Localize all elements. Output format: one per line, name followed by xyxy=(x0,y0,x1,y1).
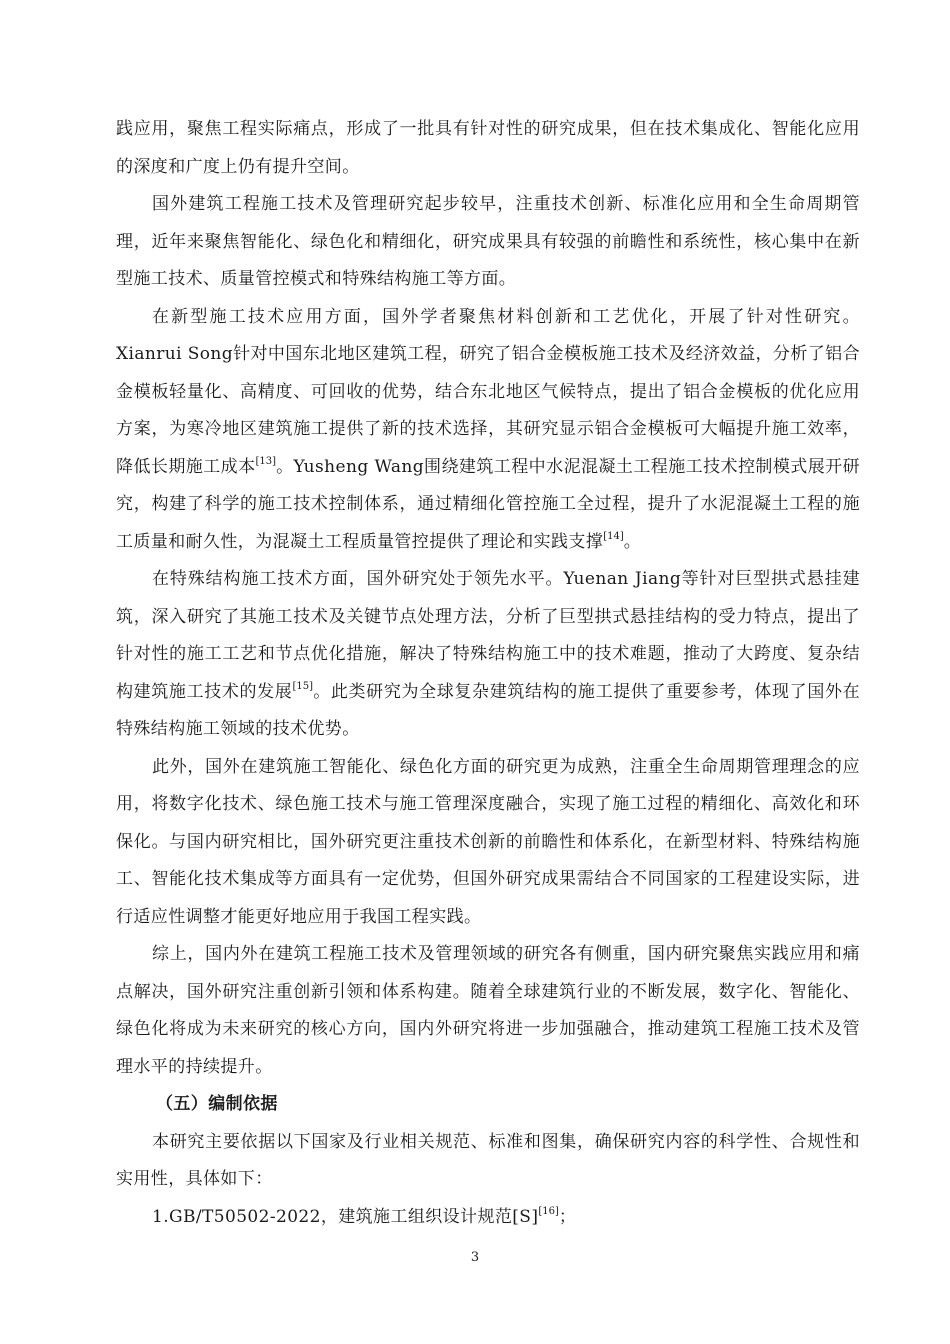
paragraph xyxy=(116,299,860,562)
text-run: 此外，国外在建筑施工智能化、绿色化方面的研究更为成熟，注重全生命周期管理理念的应用，将数字化技术、绿色施工技术与施工管理深度融合，实现了施工过程的精细化、高效化和环保化。与国内研究相比，国外研究更注重技术创新的前瞻性和体系化，在新型材料、特殊结构施工、智能化技术集成等方面具有一定优势，但国外研究成果需结合不同国家的工程建设实际，进行适应性调整才能更好地应用于我国工程实践。 xyxy=(116,756,860,927)
paragraph xyxy=(116,1124,860,1199)
paragraph xyxy=(116,186,860,299)
paragraph xyxy=(116,561,860,749)
text-run: 国外建筑工程施工技术及管理研究起步较早，注重技术创新、标准化应用和全生命周期管理，近年来聚焦智能化、绿色化和精细化，研究成果具有较强的前瞻性和系统性，核心集中在新型施工技术、质量管控模式和特殊结构施工等方面。 xyxy=(116,194,860,289)
paragraph xyxy=(116,749,860,937)
text-run: 在新型施工技术应用方面，国外学者聚焦材料创新和工艺优化，开展了针对性研究。Xianrui Song针对中国东北地区建筑工程，研究了铝合金模板施工技术及经济效益，分析了铝合金模板轻量化、高精度、可回收的优势，结合东北地区气候特点，提出了铝合金模板的优化应用方案，为寒冷地区建筑施工提供了新的技术选择，其研究显示铝合金模板可大幅提升施工效率，降低长期施工成本 xyxy=(116,306,860,477)
text-run: 。 xyxy=(623,531,642,552)
section-heading: （五）编制依据 xyxy=(156,1094,278,1114)
citation-ref: [13] xyxy=(255,455,277,467)
text-run: 。此类研究为全球复杂建筑结构的施工提供了重要参考，体现了国外在特殊结构施工领域的技术优势。 xyxy=(116,681,861,739)
text-run: 。Yusheng Wang围绕建筑工程中水泥混凝土工程施工技术控制模式展开研究，构建了科学的施工技术控制体系，通过精细化管控施工全过程，提升了水泥混凝土工程的施工质量和耐久性，为混凝土工程质量管控提供了理论和实践支撑 xyxy=(116,456,861,552)
document-page xyxy=(116,111,860,1236)
body-text-after-heading xyxy=(116,1124,860,1237)
paragraph xyxy=(116,111,860,186)
paragraph xyxy=(116,936,860,1086)
text-run: 本研究主要依据以下国家及行业相关规范、标准和图集，确保研究内容的科学性、合规性和实用性，具体如下： xyxy=(116,1131,860,1189)
citation-ref: [15] xyxy=(292,680,313,692)
citation-ref: [16] xyxy=(538,1205,559,1217)
citation-ref: [14] xyxy=(603,530,624,542)
text-run: 1.GB/T50502-2022，建筑施工组织设计规范[S] xyxy=(152,1206,539,1227)
text-run: ； xyxy=(558,1206,577,1227)
paragraph xyxy=(116,1199,860,1237)
body-text xyxy=(116,111,860,1086)
text-run: 综上，国内外在建筑工程施工技术及管理领域的研究各有侧重，国内研究聚焦实践应用和痛点解决，国外研究注重创新引领和体系构建。随着全球建筑行业的不断发展，数字化、智能化、绿色化将成为未来研究的核心方向，国内外研究将进一步加强融合，推动建筑工程施工技术及管理水平的持续提升。 xyxy=(116,944,860,1077)
text-run: 在特殊结构施工技术方面，国外研究处于领先水平。Yuenan Jiang等针对巨型拱式悬挂建筑，深入研究了其施工技术及关键节点处理方法，分析了巨型拱式悬挂结构的受力特点，提出了针对性的施工工艺和节点优化措施，解决了特殊结构施工中的技术难题，推动了大跨度、复杂结构建筑施工技术的发展 xyxy=(116,569,860,702)
text-run: 践应用，聚焦工程实际痛点，形成了一批具有针对性的研究成果，但在技术集成化、智能化应用的深度和广度上仍有提升空间。 xyxy=(116,119,860,177)
page-number: 3 xyxy=(470,1250,480,1265)
